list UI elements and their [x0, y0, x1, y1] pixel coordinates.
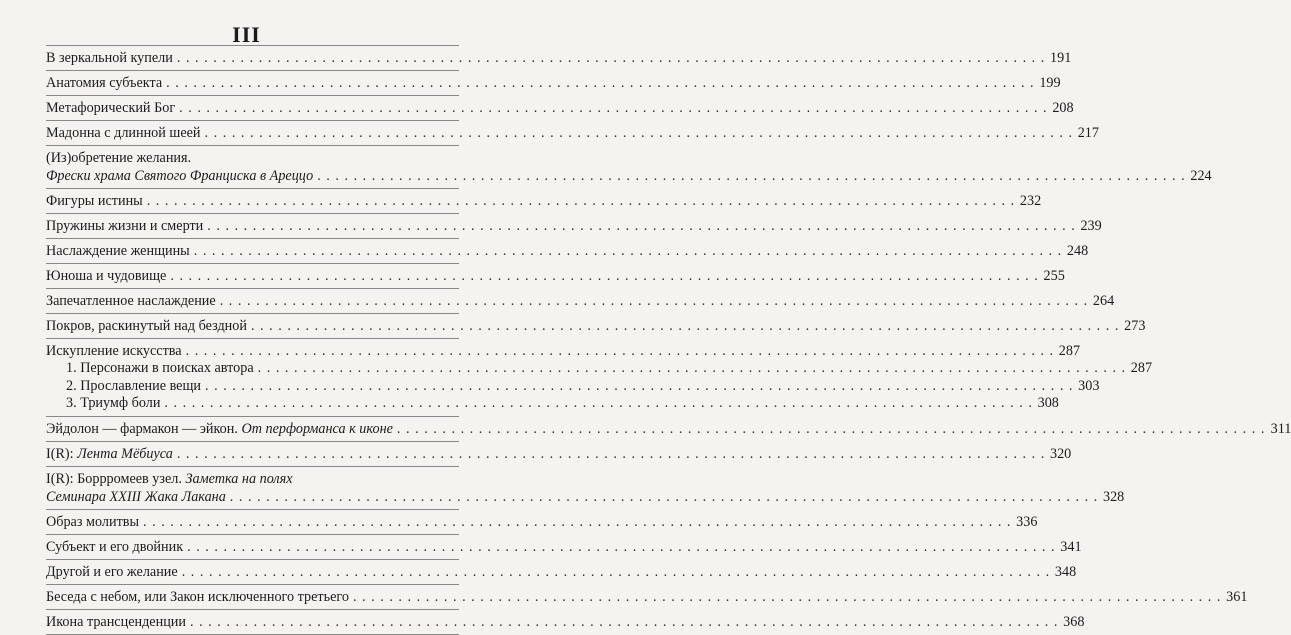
toc-entry[interactable]	[46, 417, 1291, 442]
leader-dots	[186, 342, 1054, 360]
toc-entry-title: Субъект и его двойник	[46, 538, 184, 555]
toc-entry-title: Пружины жизни и смерти	[46, 218, 204, 234]
toc-entry-title: Запечатленное наслаждение	[46, 293, 216, 309]
toc-entry-title-line1	[46, 470, 459, 488]
toc-entry-title: Юноша и чудовище	[46, 268, 167, 284]
leader-dots	[317, 167, 1185, 185]
toc-entry-page: 361	[1226, 588, 1248, 605]
toc-entry-title-italic: От перформанса к иконе	[241, 420, 393, 437]
toc-entry[interactable]	[46, 585, 1248, 610]
toc-subentry-page: 308	[1037, 395, 1059, 411]
toc-subentry-title: 2. Прославление вещи	[66, 377, 201, 394]
toc-entry-title-roman: I(R): Боррромеев узел.	[46, 470, 186, 487]
toc-subentry-page: 287	[1130, 360, 1153, 376]
toc-subentry[interactable]	[66, 360, 1153, 378]
leader-dots	[187, 538, 1055, 556]
toc-entry-title-roman: Эйдолон — фармакон — эйкон.	[46, 420, 242, 437]
toc-entry[interactable]	[46, 510, 1038, 535]
leader-dots	[251, 317, 1119, 335]
leader-dots	[143, 513, 1011, 531]
leader-dots	[147, 192, 1015, 210]
leader-dots	[207, 217, 1075, 235]
toc-entry-title: Покров, раскинутый над бездной	[46, 318, 247, 334]
toc-entry[interactable]	[46, 467, 1125, 510]
toc-entry[interactable]	[46, 314, 1146, 339]
toc-entry-page: 208	[1052, 100, 1074, 116]
toc-entry-title: В зеркальной купели	[46, 50, 173, 66]
toc-entry[interactable]	[46, 560, 1077, 585]
leader-dots	[205, 378, 1073, 396]
toc-entry-title-italic: Заметка на полях	[185, 470, 293, 487]
toc-entry[interactable]	[46, 289, 1115, 314]
leader-dots	[179, 99, 1047, 117]
toc-entry[interactable]	[46, 214, 1102, 239]
leader-dots	[166, 74, 1034, 92]
toc-entry[interactable]	[46, 146, 1212, 189]
toc-entry-page: 217	[1077, 125, 1099, 141]
table-of-contents	[46, 45, 1291, 635]
toc-entry-title	[46, 445, 173, 463]
toc-entry[interactable]	[46, 46, 1072, 71]
leader-dots	[258, 360, 1126, 378]
leader-dots	[205, 124, 1073, 142]
toc-entry-page: 191	[1050, 50, 1072, 66]
leader-dots	[164, 395, 1032, 413]
toc-entry-title: Икона трансценденции	[46, 613, 186, 630]
toc-entry-title: Образ молитвы	[46, 513, 139, 530]
toc-entry-page: 264	[1092, 293, 1115, 309]
toc-entry-title-line1: (Из)обретение желания.	[46, 150, 192, 166]
toc-entry-title-line2: Фрески храма Святого Франциска в Ареццо	[46, 168, 314, 184]
toc-entry[interactable]	[46, 339, 1153, 417]
section-heading: III	[232, 22, 261, 47]
toc-subentries	[46, 360, 1153, 413]
toc-entry[interactable]	[46, 535, 1082, 560]
toc-entry[interactable]	[46, 189, 1042, 214]
leader-dots	[177, 445, 1045, 463]
toc-entry-title-line2: Семинара XXIII Жака Лакана	[46, 488, 226, 505]
toc-entry-title: Метафорический Бог	[46, 100, 176, 116]
toc-entry[interactable]	[46, 96, 1074, 121]
leader-dots	[230, 488, 1098, 506]
toc-subentry-title: 3. Триумф боли	[66, 395, 161, 411]
toc-subentry[interactable]	[66, 377, 1100, 396]
toc-entry-page: 224	[1190, 168, 1212, 184]
toc-entry-page: 255	[1043, 268, 1065, 284]
toc-entry[interactable]	[46, 121, 1099, 146]
toc-entry[interactable]	[46, 442, 1072, 467]
toc-entry-title: Анатомия субъекта	[46, 75, 163, 91]
leader-dots	[177, 49, 1045, 67]
toc-entry-page: 239	[1080, 218, 1102, 234]
toc-subentry[interactable]	[66, 395, 1059, 413]
toc-entry-title: Наслаждение женщины	[46, 243, 190, 259]
toc-entry[interactable]	[46, 610, 1085, 635]
toc-entry-title: Мадонна с длинной шеей	[46, 125, 201, 141]
toc-entry-title: Искупление искусства	[46, 343, 182, 359]
toc-entry-page: 328	[1102, 488, 1125, 505]
toc-entry-page: 232	[1019, 193, 1042, 209]
toc-entry-title-italic: Лента Мёбиуса	[77, 445, 173, 462]
toc-entry-page: 311	[1270, 420, 1291, 437]
toc-entry[interactable]	[46, 71, 1061, 96]
toc-entry-page: 336	[1016, 513, 1038, 530]
toc-entry-title	[46, 420, 393, 438]
toc-entry-page: 199	[1039, 75, 1061, 91]
toc-entry-title-roman: I(R):	[46, 445, 78, 462]
toc-entry[interactable]	[46, 264, 1065, 289]
leader-dots	[190, 613, 1058, 631]
toc-subentry-page: 303	[1078, 377, 1100, 394]
toc-entry-title: Другой и его желание	[46, 563, 178, 580]
toc-entry-page: 368	[1063, 613, 1085, 630]
toc-entry[interactable]	[46, 239, 1089, 264]
toc-entry-page: 341	[1060, 538, 1082, 555]
toc-entry-title: Фигуры истины	[46, 193, 143, 209]
leader-dots	[353, 588, 1221, 606]
toc-subentry-title: 1. Персонажи в поисках автора	[66, 360, 254, 376]
leader-dots	[397, 420, 1265, 438]
toc-entry-page: 320	[1049, 445, 1072, 462]
toc-entry-page: 273	[1124, 318, 1146, 334]
leader-dots	[220, 292, 1088, 310]
leader-dots	[170, 267, 1038, 285]
toc-entry-page: 248	[1066, 243, 1089, 259]
toc-entry-page: 348	[1054, 563, 1077, 580]
leader-dots	[182, 563, 1050, 581]
leader-dots	[194, 242, 1062, 260]
toc-entry-page: 287	[1058, 343, 1081, 359]
toc-entry-title: Беседа с небом, или Закон исключенного третьего	[46, 588, 349, 605]
